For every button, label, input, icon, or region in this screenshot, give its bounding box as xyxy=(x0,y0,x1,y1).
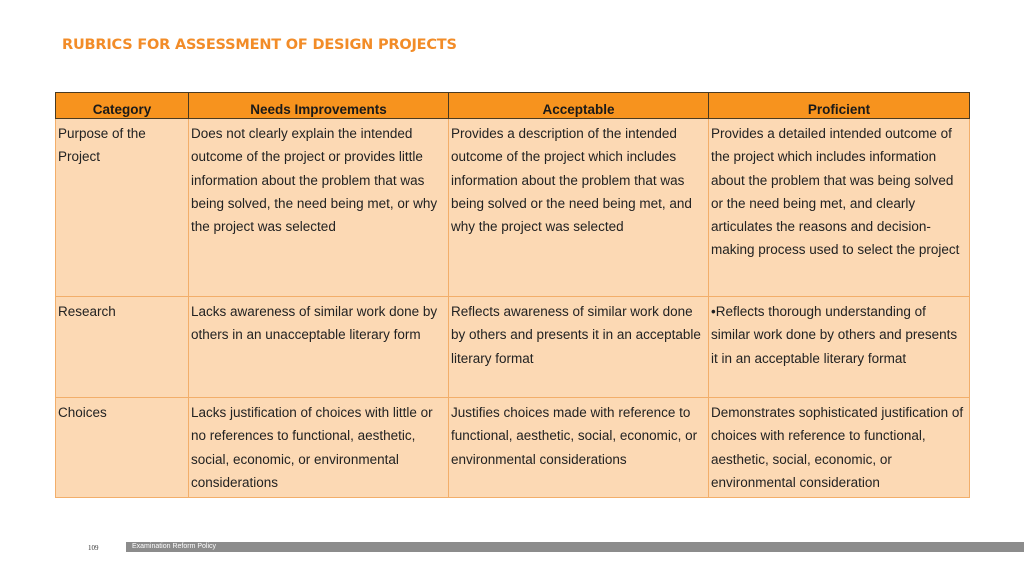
table-row xyxy=(56,297,970,398)
footer-label: Examination Reform Policy xyxy=(132,543,217,550)
footer-bar xyxy=(126,542,1024,552)
table-row xyxy=(56,119,970,297)
page-number: 109 xyxy=(88,544,99,552)
header-acceptable: Acceptable xyxy=(449,93,709,119)
cell-proficient: Provides a detailed intended outcome of the project which includes information about the problem that was being solved or the need being met, and clearly articulates the reasons and decision-making process used to select the project xyxy=(709,119,970,297)
cell-proficient: Demonstrates sophisticated justification of choices with reference to functional, aesthetic, social, economic, or environmental consideration xyxy=(709,398,970,498)
cell-proficient: •Reflects thorough understanding of similar work done by others and presents it in an acceptable literary format xyxy=(709,297,970,398)
page-title: RUBRICS FOR ASSESSMENT OF DESIGN PROJECTS xyxy=(62,37,457,53)
cell-needs-improvements: Lacks justification of choices with little or no references to functional, aesthetic, social, economic, or environmental considerations xyxy=(189,398,449,498)
cell-acceptable: Provides a description of the intended outcome of the project which includes information about the problem that was being solved or the need being met, and why the project was selected xyxy=(449,119,709,297)
cell-acceptable: Reflects awareness of similar work done by others and presents it in an acceptable literary format xyxy=(449,297,709,398)
table-header-row xyxy=(56,93,970,119)
header-proficient: Proficient xyxy=(709,93,970,119)
cell-category: Purpose of the Project xyxy=(56,119,189,297)
table-row xyxy=(56,398,970,498)
cell-acceptable: Justifies choices made with reference to functional, aesthetic, social, economic, or environmental considerations xyxy=(449,398,709,498)
cell-category: Choices xyxy=(56,398,189,498)
header-needs-improvements: Needs Improvements xyxy=(189,93,449,119)
rubric-table xyxy=(55,92,970,498)
cell-category: Research xyxy=(56,297,189,398)
header-category: Category xyxy=(56,93,189,119)
cell-needs-improvements: Lacks awareness of similar work done by others in an unacceptable literary form xyxy=(189,297,449,398)
cell-needs-improvements: Does not clearly explain the intended outcome of the project or provides little information about the problem that was being solved, the need being met, or why the project was selected xyxy=(189,119,449,297)
